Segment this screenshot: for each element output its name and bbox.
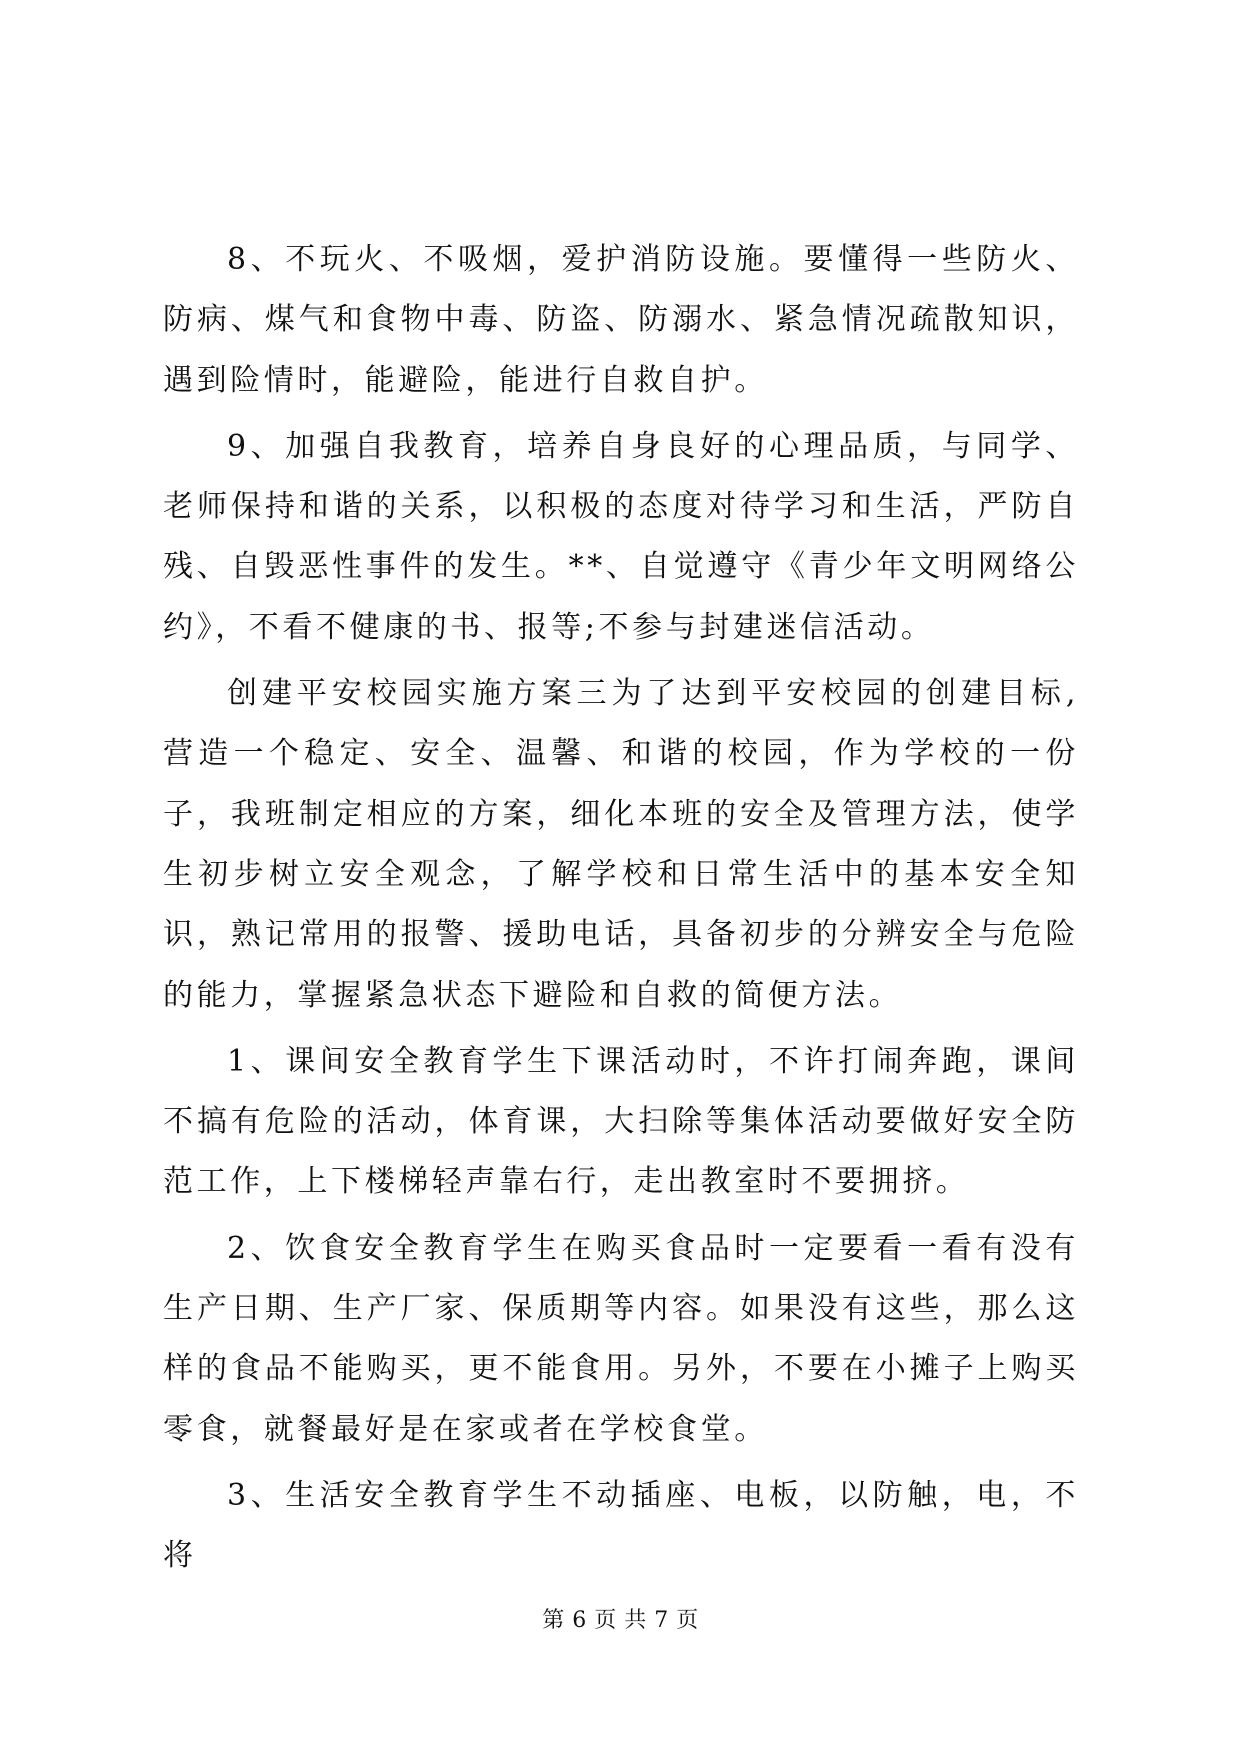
paragraph-food-safety: 2、饮食安全教育学生在购买食品时一定要看一看有没有生产日期、生产厂家、保质期等内容。如果没有这些，那么这样的食品不能购买，更不能食用。另外，不要在小摊子上购买零食，就餐最好是在家或者在学校食堂。 [163, 1230, 1079, 1447]
page-number-footer: 第 6 页 共 7 页 [542, 1608, 699, 1633]
document-body [163, 230, 1079, 1593]
paragraph-life-safety: 3、生活安全教育学生不动插座、电板，以防触，电，不将 [163, 1477, 1079, 1574]
paragraph-safe-campus-plan: 创建平安校园实施方案三为了达到平安校园的创建目标,营造一个稳定、安全、温馨、和谐的校园，作为学校的一份子，我班制定相应的方案，细化本班的安全及管理方法，使学生初步树立安全观念，了解学校和日常生活中的基本安全知识，熟记常用的报警、援助电话，具备初步的分辨安全与危险的能力，掌握紧急状态下避险和自救的简便方法。 [163, 676, 1079, 1013]
paragraph-fire-safety: 8、不玩火、不吸烟，爱护消防设施。要懂得一些防火、防病、煤气和食物中毒、防盗、防溺水、紧急情况疏散知识，遇到险情时，能避险，能进行自救自护。 [163, 242, 1079, 398]
paragraph-self-education: 9、加强自我教育，培养自身良好的心理品质，与同学、老师保持和谐的关系，以积极的态度对待学习和生活，严防自残、自毁恶性事件的发生。**、自觉遵守《青少年文明网络公约》，不看不健康的书、报等;不参与封建迷信活动。 [163, 428, 1079, 645]
paragraph-break-safety: 1、课间安全教育学生下课活动时，不许打闹奔跑，课间不搞有危险的活动，体育课，大扫除等集体活动要做好安全防范工作，上下楼梯轻声靠右行，走出教室时不要拥挤。 [163, 1043, 1079, 1200]
